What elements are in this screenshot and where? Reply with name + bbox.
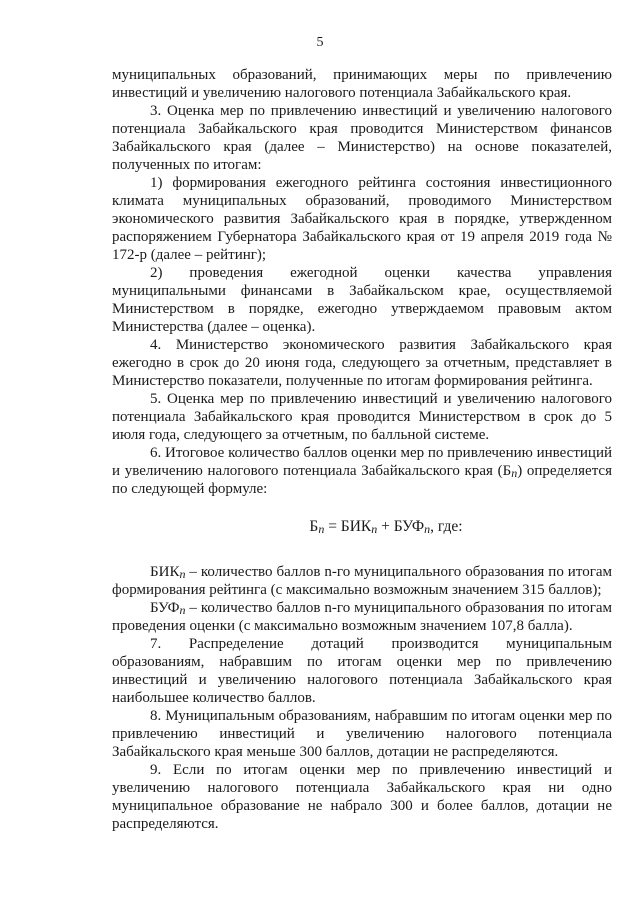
document-body — [112, 66, 612, 833]
formula-b: Б — [309, 518, 319, 535]
definition-buf-text: – количество баллов n-го муниципального образования по итогам проведения оценки (с максимально возможным значением 107,8 балла). — [112, 600, 612, 634]
formula — [160, 518, 612, 536]
paragraph-3-item-2: 2) проведения ежегодной оценки качества управления муниципальными финансами в Забайкальском крае, осуществляемой Министерством в порядке, ежегодно утверждаемом правовым актом Министерства (далее – оценка). — [112, 265, 612, 335]
paragraph-6-text: 6. Итоговое количество баллов оценки мер по привлечению инвестиций и увеличению налогового потенциала Забайкальского края (Б — [112, 445, 612, 479]
formula-sub-1: n — [318, 522, 325, 536]
paragraph-6 — [112, 444, 612, 498]
definition-bik-subscript: n — [179, 567, 186, 581]
formula-plus: + БУФ — [377, 518, 425, 535]
paragraph-continuation: муниципальных образований, принимающих меры по привлечению инвестиций и увеличению налогового потенциала Забайкальского края. — [112, 67, 612, 101]
definition-buf — [112, 599, 612, 635]
definition-buf-subscript: n — [179, 603, 186, 617]
formula-eq: = БИК — [324, 518, 372, 535]
definition-bik-label: БИК — [150, 564, 180, 580]
page-number: 5 — [316, 35, 324, 50]
paragraph-9: 9. Если по итогам оценки мер по привлечению инвестиций и увеличению налогового потенциала Забайкальского края ни одно муниципальное образование не набрало 300 и более баллов, дотации не распределяются. — [112, 762, 612, 832]
paragraph-7: 7. Распределение дотаций производится муниципальным образованиям, набравшим по итогам оценки мер по привлечению инвестиций и увеличению налогового потенциала Забайкальского края наибольшее количество баллов. — [112, 636, 612, 706]
definition-buf-label: БУФ — [150, 600, 180, 616]
paragraph-3-item-1: 1) формирования ежегодного рейтинга состояния инвестиционного климата муниципальных образований, проводимого Министерством экономического развития Забайкальского края в порядке, утвержденном распоряжением Губернатора Забайкальского края от 19 апреля 2019 года № 172-р (далее – рейтинг); — [112, 175, 612, 263]
paragraph-4: 4. Министерство экономического развития Забайкальского края ежегодно в срок до 20 июня года, следующего за отчетным, представляет в Министерство показатели, полученные по итогам формирования рейтинга. — [112, 337, 612, 389]
definition-bik — [112, 563, 612, 599]
paragraph-5: 5. Оценка мер по привлечению инвестиций и увеличению налогового потенциала Забайкальского края проводится Министерством в срок до 5 июля года, следующего за отчетным, по балльной системе. — [112, 391, 612, 443]
paragraph-6-subscript: n — [511, 466, 518, 480]
definition-bik-text: – количество баллов n-го муниципального образования по итогам формирования рейтинга (с максимально возможным значением 315 баллов); — [112, 564, 612, 598]
formula-sub-2: n — [371, 522, 378, 536]
paragraph-6-end: ) определяется по следующей формуле: — [112, 463, 612, 497]
paragraph-3: 3. Оценка мер по привлечению инвестиций и увеличению налогового потенциала Забайкальского края проводится Министерством финансов Забайкальского края (далее – Министерство) на основе показателей, полученных по итогам: — [112, 103, 612, 173]
paragraph-8: 8. Муниципальным образованиям, набравшим по итогам оценки мер по привлечению инвестиций и увеличению налогового потенциала Забайкальского края меньше 300 баллов, дотации не распределяются. — [112, 708, 612, 760]
formula-sub-3: n — [424, 522, 431, 536]
formula-tail: , где: — [430, 518, 463, 535]
